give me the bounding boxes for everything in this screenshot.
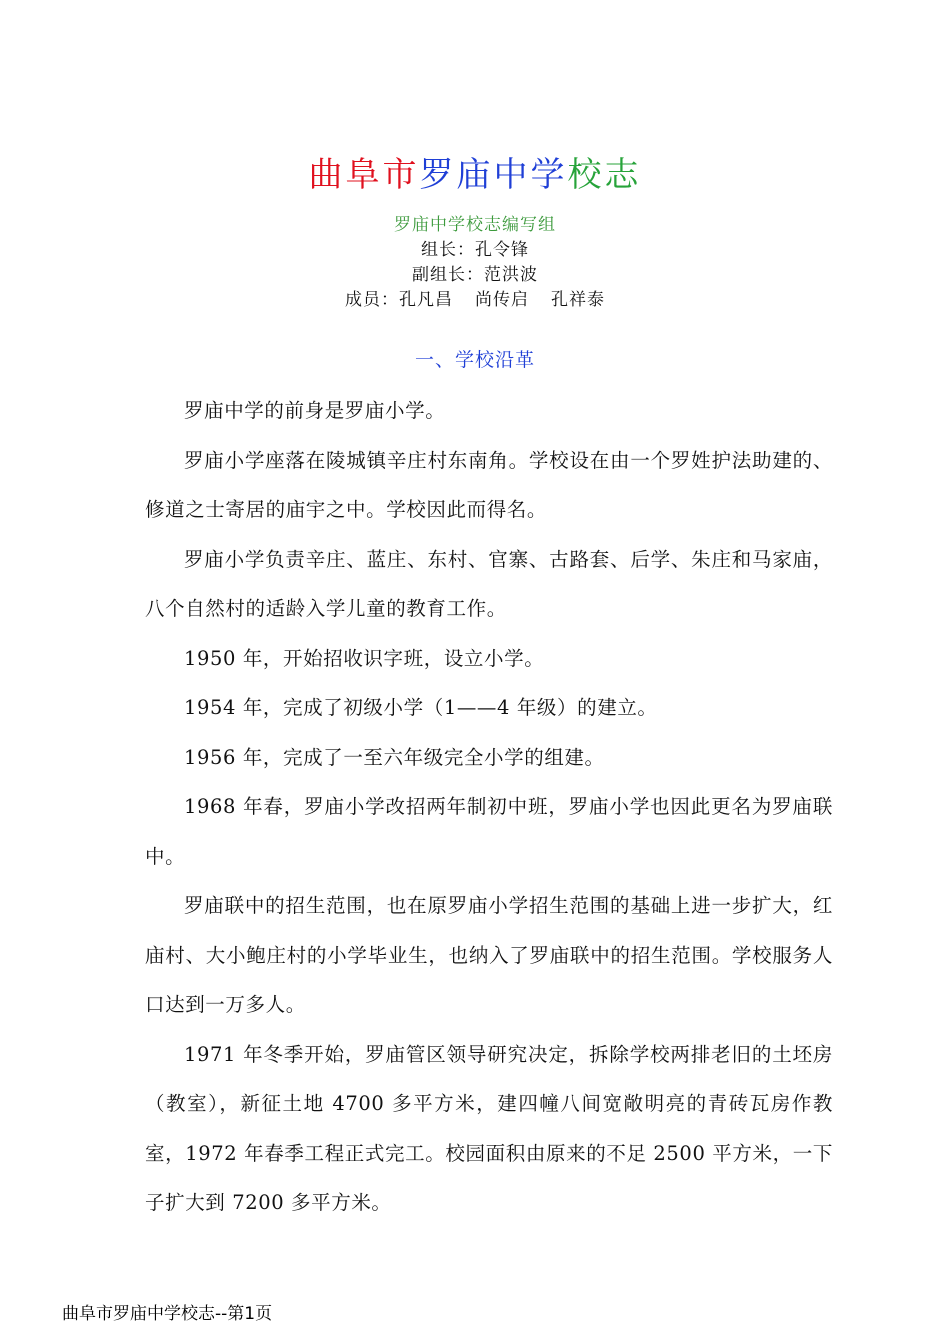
section-heading: 一、学校沿革	[414, 349, 535, 371]
paragraph: 罗庙小学负责辛庄、蓝庄、东村、官寨、古路套、后学、朱庄和马家庙，八个自然村的适龄入学儿童的教育工作。	[145, 547, 833, 620]
title-part-school: 罗庙中学	[419, 155, 568, 195]
paragraph: 罗庙中学的前身是罗庙小学。	[184, 399, 446, 422]
members-label: 成员：孔凡昌	[345, 290, 453, 310]
paragraph: 罗庙小学座落在陵城镇辛庄村东南角。学校设在由一个罗姓护法助建的、修道之士寄居的庙宇之中。学校因此而得名。	[145, 448, 833, 521]
paragraph: 1950 年，开始招收识字班，设立小学。	[184, 646, 545, 670]
deputy-leader: 副组长：范洪波	[412, 265, 538, 285]
paragraph: 1954 年，完成了初级小学（1——4 年级）的建立。	[184, 696, 658, 719]
member-name: 尚传启	[475, 290, 529, 310]
title-part-record: 校志	[567, 155, 642, 195]
paragraph: 1971 年冬季开始，罗庙管区领导研究决定，拆除学校两排老旧的土坯房（教室），新征土地 4700 多平方米，建四幢八间宽敞明亮的青砖瓦房作教室，1972 年春季工程正式完工。校园面积由原来的不足 2500 平方米，一下子扩大到 7200 多平方米。	[145, 1042, 833, 1214]
paragraph: 罗庙联中的招生范围，也在原罗庙小学招生范围的基础上进一步扩大，红庙村、大小鲍庄村的小学毕业生，也纳入了罗庙联中的招生范围。学校服务人口达到一万多人。	[145, 894, 833, 1016]
document-title	[0, 150, 950, 200]
paragraph: 1956 年，完成了一至六年级完全小学的组建。	[184, 745, 605, 769]
body-text	[145, 386, 833, 1228]
paragraph: 1968 年春，罗庙小学改招两年制初中班，罗庙小学也因此更名为罗庙联中。	[145, 795, 833, 868]
member-name: 孔祥泰	[551, 290, 605, 310]
group-members	[0, 288, 950, 312]
page-footer: 曲阜市罗庙中学校志--第1页	[62, 1304, 273, 1324]
editorial-group: 罗庙中学校志编写组	[394, 215, 556, 235]
group-leader: 组长：孔令锋	[421, 240, 529, 260]
title-part-city: 曲阜市	[308, 155, 420, 195]
